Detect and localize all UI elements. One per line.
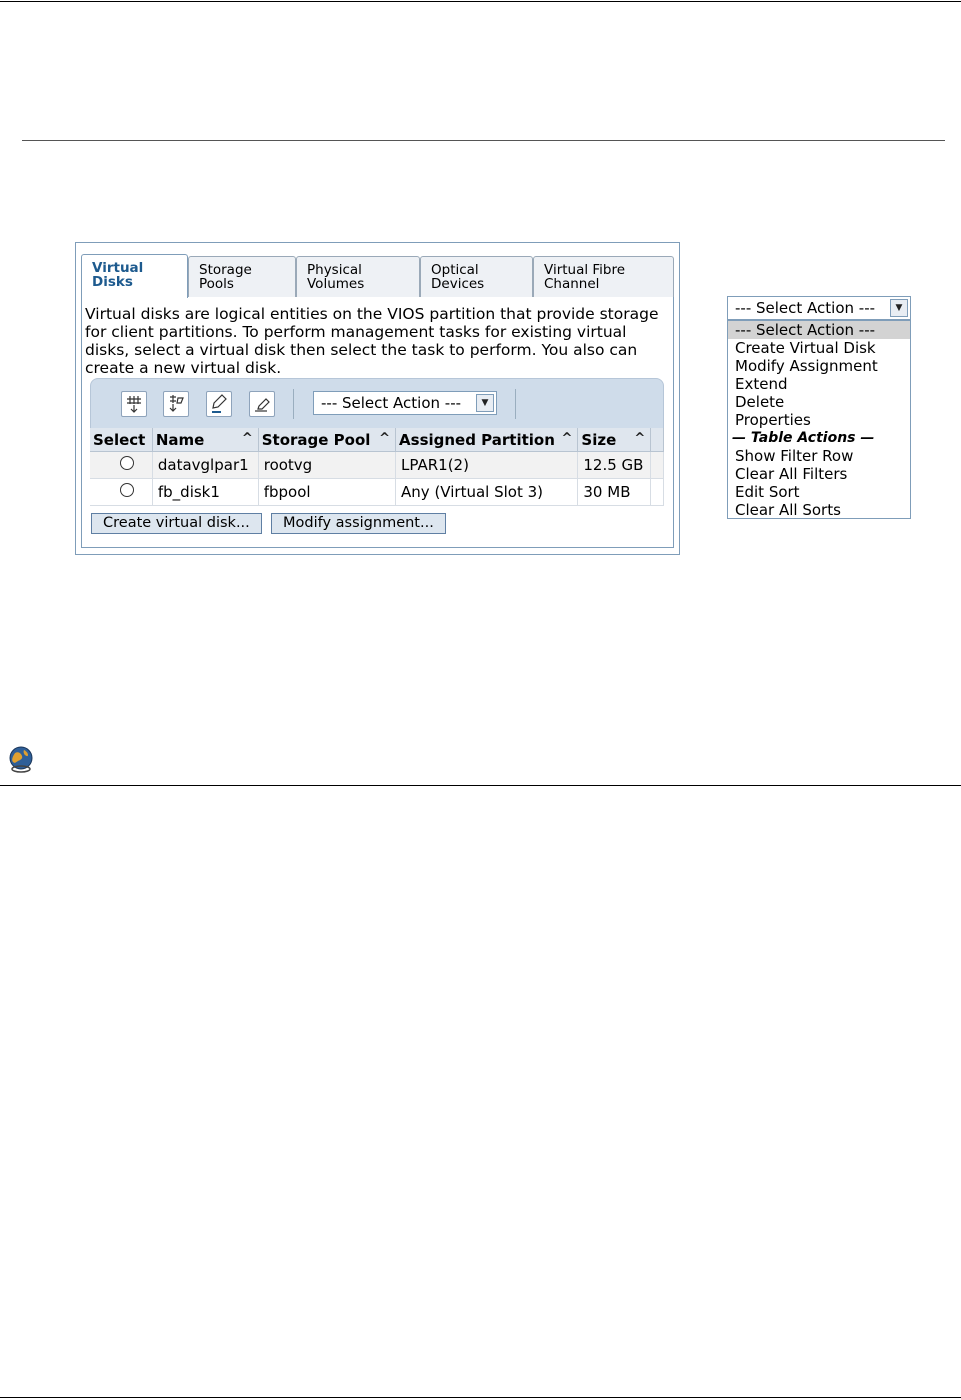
option-delete[interactable]: Delete — [735, 393, 785, 411]
select-action-dropdown-expanded[interactable] — [727, 296, 911, 320]
clear-sort-icon[interactable] — [249, 391, 275, 417]
option-select-action[interactable]: --- Select Action --- — [728, 321, 910, 339]
cell-assigned-partition: Any (Virtual Slot 3) — [396, 479, 578, 506]
cell-size: 30 MB — [578, 479, 651, 506]
tab-label-line2: Channel — [544, 276, 600, 292]
row-select-cell — [90, 479, 152, 506]
select-all-icon[interactable] — [121, 391, 147, 417]
cell-name: fb_disk1 — [152, 479, 258, 506]
sort-ascending-icon[interactable]: ^ — [634, 431, 646, 446]
table-header-row — [90, 428, 664, 452]
tab-label-line1: Physical — [307, 262, 362, 278]
page-bottom-rule — [0, 1397, 961, 1398]
select-action-dropdown[interactable] — [313, 391, 497, 415]
tab-label-line1: Optical — [431, 262, 479, 278]
table-toolbar — [90, 378, 664, 428]
cell-name: datavglpar1 — [152, 452, 258, 479]
tab-label-line2: Devices — [431, 276, 485, 292]
virtual-disks-table — [90, 428, 664, 506]
deselect-all-icon[interactable] — [163, 391, 189, 417]
scrollbar-cell — [651, 452, 664, 479]
tab-label-line2: Volumes — [307, 276, 365, 292]
row-select-cell — [90, 452, 152, 479]
option-properties[interactable]: Properties — [735, 411, 811, 429]
cell-storage-pool: rootvg — [258, 452, 395, 479]
section-rule — [0, 785, 961, 786]
tab-storage-pools[interactable] — [188, 256, 296, 297]
scrollbar-cell — [651, 479, 664, 506]
column-header-size[interactable]: Size ^ — [578, 428, 651, 452]
column-header-name[interactable]: Name ^ — [152, 428, 258, 452]
option-edit-sort[interactable]: Edit Sort — [735, 483, 800, 501]
edit-sort-icon[interactable] — [206, 391, 232, 417]
tab-label-line1: Virtual — [92, 260, 144, 276]
column-header-assigned-partition[interactable]: Assigned Partition ^ — [396, 428, 578, 452]
tab-strip — [81, 254, 674, 297]
virtual-storage-panel — [75, 242, 680, 555]
option-clear-all-filters[interactable]: Clear All Filters — [735, 465, 848, 483]
tab-physical-volumes[interactable] — [296, 256, 420, 297]
cell-size: 12.5 GB — [578, 452, 651, 479]
tab-virtual-fibre-channel[interactable] — [533, 256, 674, 297]
tab-label-line1: Storage — [199, 262, 252, 278]
sort-ascending-icon[interactable]: ^ — [241, 431, 253, 446]
scrollbar-header — [651, 428, 664, 452]
tab-label-line2: Pools — [199, 276, 234, 292]
option-clear-all-sorts[interactable]: Clear All Sorts — [735, 501, 841, 519]
tab-label-line1: Virtual Fibre — [544, 262, 626, 278]
row-radio-button[interactable] — [120, 483, 134, 497]
select-action-label: --- Select Action --- — [735, 299, 876, 317]
chevron-down-icon[interactable]: ▼ — [890, 299, 908, 317]
option-create-virtual-disk[interactable]: Create Virtual Disk — [735, 339, 876, 357]
tab-virtual-disks[interactable] — [81, 254, 188, 298]
row-radio-button[interactable] — [120, 456, 134, 470]
column-header-select: Select — [90, 428, 152, 452]
cell-assigned-partition: LPAR1(2) — [396, 452, 578, 479]
option-group-table-actions: — Table Actions — — [732, 430, 875, 446]
tab-optical-devices[interactable] — [420, 256, 533, 297]
modify-assignment-button[interactable]: Modify assignment... — [271, 513, 446, 534]
select-action-options — [727, 320, 911, 519]
chevron-down-icon[interactable]: ▼ — [476, 394, 494, 412]
tab-label-line2: Disks — [92, 274, 133, 290]
select-action-label: --- Select Action --- — [321, 394, 462, 412]
cell-storage-pool: fbpool — [258, 479, 395, 506]
toolbar-separator — [293, 389, 294, 419]
table-row[interactable] — [90, 479, 664, 506]
table-row[interactable] — [90, 452, 664, 479]
page-top-rule — [0, 1, 961, 2]
option-modify-assignment[interactable]: Modify Assignment — [735, 357, 878, 375]
option-extend[interactable]: Extend — [735, 375, 788, 393]
section-rule — [22, 140, 945, 141]
option-show-filter-row[interactable]: Show Filter Row — [735, 447, 854, 465]
globe-icon — [7, 745, 35, 773]
sort-ascending-icon[interactable]: ^ — [379, 431, 391, 446]
column-header-storage-pool[interactable]: Storage Pool ^ — [258, 428, 395, 452]
tab-description: Virtual disks are logical entities on the VIOS partition that provide storage for client partitions. To perform management tasks for existing virtual disks, select a virtual disk then select the task to perform. You also can create a new virtual disk. — [85, 305, 659, 377]
toolbar-separator — [515, 389, 516, 419]
sort-ascending-icon[interactable]: ^ — [561, 431, 573, 446]
create-virtual-disk-button[interactable]: Create virtual disk... — [91, 513, 262, 534]
